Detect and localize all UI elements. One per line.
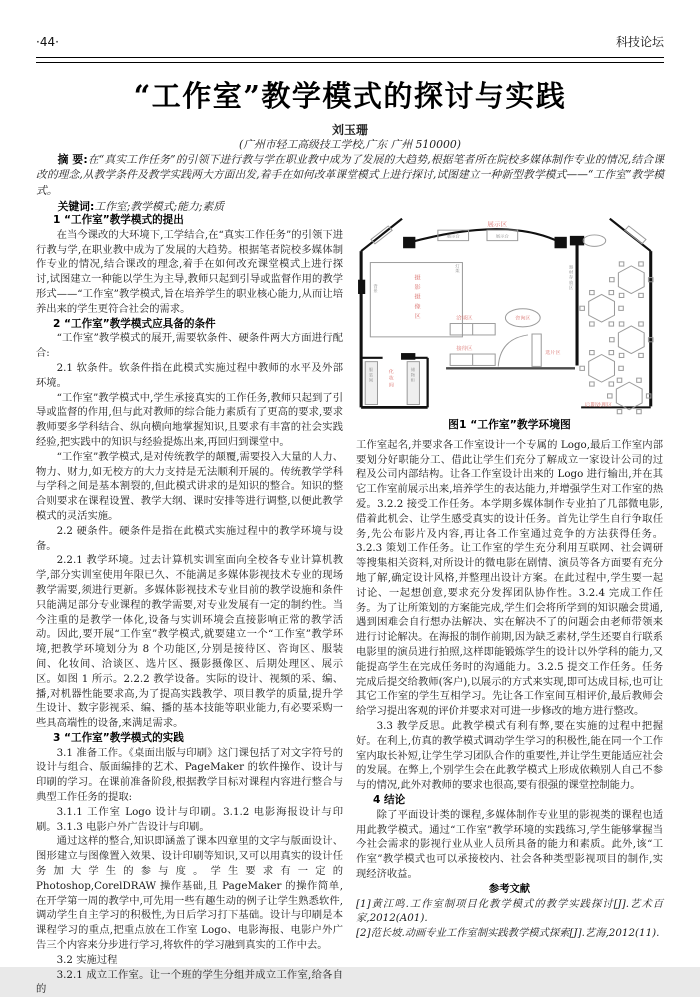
paragraph: 在当今课改的大环境下,工学结合,在“真实工作任务”的引领下进行教与学,在职业教中成为了发展的大趋势。根据笔者院校多媒体制作专业的情况,结合课改的理念,着手在如何改充课堂模式上进行探讨,试图建立一种能以学生为主导,教师只起到引导或监督作用的教学形式——“工作室”教学模式,旨在培养学生的职业核心能力,从而让培养出来的学生更符合社会的需求。 [36,228,343,315]
zone-middle [450,263,574,366]
paragraph: 2.2 硬条件。硬条件是指在此模式实施过程中的教学环境与设备。 [36,524,343,552]
svg-text:灯架: 灯架 [455,263,460,274]
svg-text:洽谈区: 洽谈区 [456,315,473,322]
paragraph: “工作室”教学模式,是对传统教学的颠覆,需要投入大量的人力、物力、财力,如无校方的大力支持是无法顺利开展的。传统教学学科与学科之间是基本割裂的,但此模式讲求的是知识的整合。知识的整合则要求在课程设置、教学大纲、课时安排等进行调整,以便此教学模式的灵活实施。 [36,450,343,522]
author-name: 刘玉珊 [331,123,368,137]
figure-caption: 图1 “工作室”教学环境图 [448,418,571,431]
paragraph: 除了平面设计类的课程,多媒体制作专业里的影视类的课程也适用此教学模式。通过“工作室”教学环境的实践练习,学生能够掌握当今社会需求的影视行业从业人员所具备的能力和素质。此外,该“工作室”教学模式也可以承接校内、社会各种类型影视项目的制作,实现经济收益。 [356,808,663,880]
section-heading: 2 “工作室”教学模式应具备的条件 [52,317,216,330]
paragraph: “工作室”教学模式的展开,需要软条件、硬条件两大方面进行配合: [36,332,343,360]
paragraph: “工作室”教学模式中,学生承接真实的工作任务,教师只起到了引导或监督的作用,但与此对教师的综合能力素质有了更高的要求,要求教师要多学科结合、纵向横向地掌握知识,且要求有丰富的社会实践经验,把实践中的知识与经验提炼出来,再回归到课堂中。 [36,391,343,448]
paragraph: 3.1.1 工作室 Logo 设计与印刷。3.1.2 电影海报设计与印刷。3.1.3 电影户外广告设计与印刷。 [36,805,343,833]
article-title: “工作室”教学模式的探讨与实践 [133,79,567,113]
right-column-text [356,438,663,941]
paragraph: 2.1 软条件。软条件指在此模式实施过程中教师的水平及外部环境。 [36,361,343,389]
svg-text:展示台: 展示台 [446,234,460,240]
paragraph: 3.2.1 成立工作室。让一个班的学生分组并成立工作室,给各自的 [36,968,343,996]
zone-makeup-wardrobe [365,362,419,405]
section-heading: 3 “工作室”教学模式的实践 [52,731,184,744]
two-column-body [36,213,664,997]
page-header [36,33,664,50]
svg-text:接待区: 接待区 [456,346,473,353]
reference-entry: [2]范长坡.动画专业工作室制实践教学模式探索[J].艺海,2012(11). [356,927,660,940]
paragraph: 通过这样的整合,知识即涵盖了课本四章里的文字与版面设计、图形建立与图像置入效果、设计印刷等知识,又可以用真实的设计任务加大学生的参与度。学生要求有一定的 Photoshop,CorelDRAW 操作基础,且 PageMaker 的操作简单,在开学第一周的教学中,可先用一些有趣生动的例子让学生熟悉软件,调动学生自主学习的积极性,为日后学习打下基础。设计与印刷是本课程学习的重点,把重点放在工作室 Logo、电影海报、电影户外广告三个内容来分步进行学习,将软件的学习融到真实的工作中去。 [36,835,343,952]
author-affiliation: (广州市轻工高级技工学校,广东 广州 510000) [239,138,461,151]
zone-shoot [370,262,462,336]
right-column [356,213,663,997]
section-heading: 4 结论 [372,793,406,806]
paragraph: 2.2.1 教学环境。过去计算机实训室面向全校各专业计算机教学,部分实训室使用年限已久、不能满足多媒体影视技术专业的现场教学需要,须进行更新。多媒体影视技术专业目前的教学设施和条件只能满足部分专业课程的教学需要,对专业发展有一定的制约性。当今注重的是教学一体化,设备与实训环境会直接影响正常的教学活动。因此,要开展“工作室”教学模式,就要建立一个“工作室”教学环境,把教学环境划分为 8 个功能区,分别是接待区、咨询区、服装间、化妆间、洽谈区、选片区、摄影摄像区、后期处理区、展示区。如图 1 所示。2.2.2 教学设备。实际的设计、视频的采、编、播,对机器性能要求高,为了提高实践教学、项目教学的质量,提升学生设计、数字影视采、编、播的基本技能等职业能力,有必要采购一些具高端性的设备,来满足需求。 [36,554,343,730]
svg-text:化妆间: 化妆间 [388,369,394,389]
abstract [36,152,664,198]
references-title: 参考文献 [488,882,531,895]
svg-text:服装间: 服装间 [368,367,374,383]
journal-section: 科技论坛 [615,35,664,49]
abstract-label: 摘 要: [57,153,88,166]
keywords-label: 关键词: [57,200,95,214]
svg-text:展示区: 展示区 [487,220,508,229]
paragraph: 3.1 准备工作。《桌面出版与印刷》这门课包括了对文字符号的设计与组合、版面编排的艺术、PageMaker 的软件操作、设计与印刷的学习。在课前准备阶段,根据教学目标对课程内容进行整合与典型工作任务的提取: [36,746,343,804]
svg-text:摄影摄像区: 摄影摄像区 [414,274,421,320]
abstract-text: 在“真实工作任务”的引领下进行教与学在职业教中成为了发展的大趋势,根据笔者所在院校多媒体制作专业的情况,结合课改的理念,从教学条件及教学实践两大方面出发,着手在如何改革课堂模式上进行探讨,试图建立一种新型教学模式——“工作室”教学模式。 [36,153,664,197]
page-number: ·44· [36,34,59,49]
svg-text:后期处理区: 后期处理区 [584,402,613,409]
svg-text:咨询区: 咨询区 [515,315,531,322]
article-meta [36,152,664,215]
section-heading: 1 “工作室”教学模式的提出 [52,214,184,226]
paragraph: 3.2 实施过程 [56,953,118,966]
svg-text:器材存放区: 器材存放区 [568,265,574,292]
paragraph: 工作室起名,并要求各工作室设计一个专属的 Logo,最后工作室内部要划分好职能分工、借此让学生们充分了解成立一家设计公司的过程及公司内部结构。让各工作室设计出来的 Logo 进行输出,并在其它工作室前展示出来,培养学生的表达能力,并增强学生对工作室的热爱。3.2.2 接受工作任务。本学期多媒体制作专业拍了几部微电影,借着此机会、让学生感受真实的设计任务。首先让学生自行争取任务,先公布影片及内容,再让各工作室通过竞争的方法获得任务。3.2.3 策划工作任务。让工作室的学生充分利用互联网、社会调研等搜集相关资料,对所设计的微电影在剧情、演员等各方面要有充分地了解,确定设计风格,并整理出设计方案。在此过程中,学生要一起讨论、一起想创意,要求充分发挥团队协作性。3.2.4 完成工作任务。为了让所策划的方案能完成,学生们会将所学到的知识融会贯通,遇到困难会自行想办法解决、实在解决不了的问题会由老师带领来进行讨论解决。在海报的制作前期,因为缺乏素材,学生还要自行联系电影里的演员进行拍照,这样即能锻炼学生的设计以外学科的能力,又能提高学生在完成任务时的沟通能力。3.2.5 提交工作任务。任务完成后提交给教师(客户),以展示的方式来实现,即可达成目标,也可让其它工作室的学生互相学习。先让各工作室间互相评价,最后教师会给学习提出客观的评价并要求对可进一步修改的地方进行整改。 [356,438,663,718]
paragraph: 3.3 教学反思。此教学模式有利有弊,要在实施的过程中把握好。在利上,仿真的教学模式调动学生学习的积极性,能在同一个工作室内取长补短,让学生学习团队合作的重要性,并让学生更能适应社会的发展。在弊上,个别学生会在此教学模式上形成依赖别人自己不参与的情况,此外对教师的要求也很高,要有很强的课堂控制能力。 [356,719,663,792]
svg-text:选片区: 选片区 [545,350,561,356]
svg-text:背景: 背景 [373,283,378,294]
header-double-rule [36,57,664,63]
figure-1 [356,213,663,433]
keywords-text: 工作室;教学模式;能力;素质 [94,200,224,214]
svg-text:展示台: 展示台 [495,234,509,240]
studio-floorplan [356,213,663,415]
left-column [36,213,343,997]
svg-text:储物柜: 储物柜 [410,367,416,383]
zone-postprocess [580,235,653,414]
reference-entry: [1]黄江鸣.工作室制项目化教学模式的教学实践探讨[J].艺术百家,2012(A01). [356,897,663,925]
